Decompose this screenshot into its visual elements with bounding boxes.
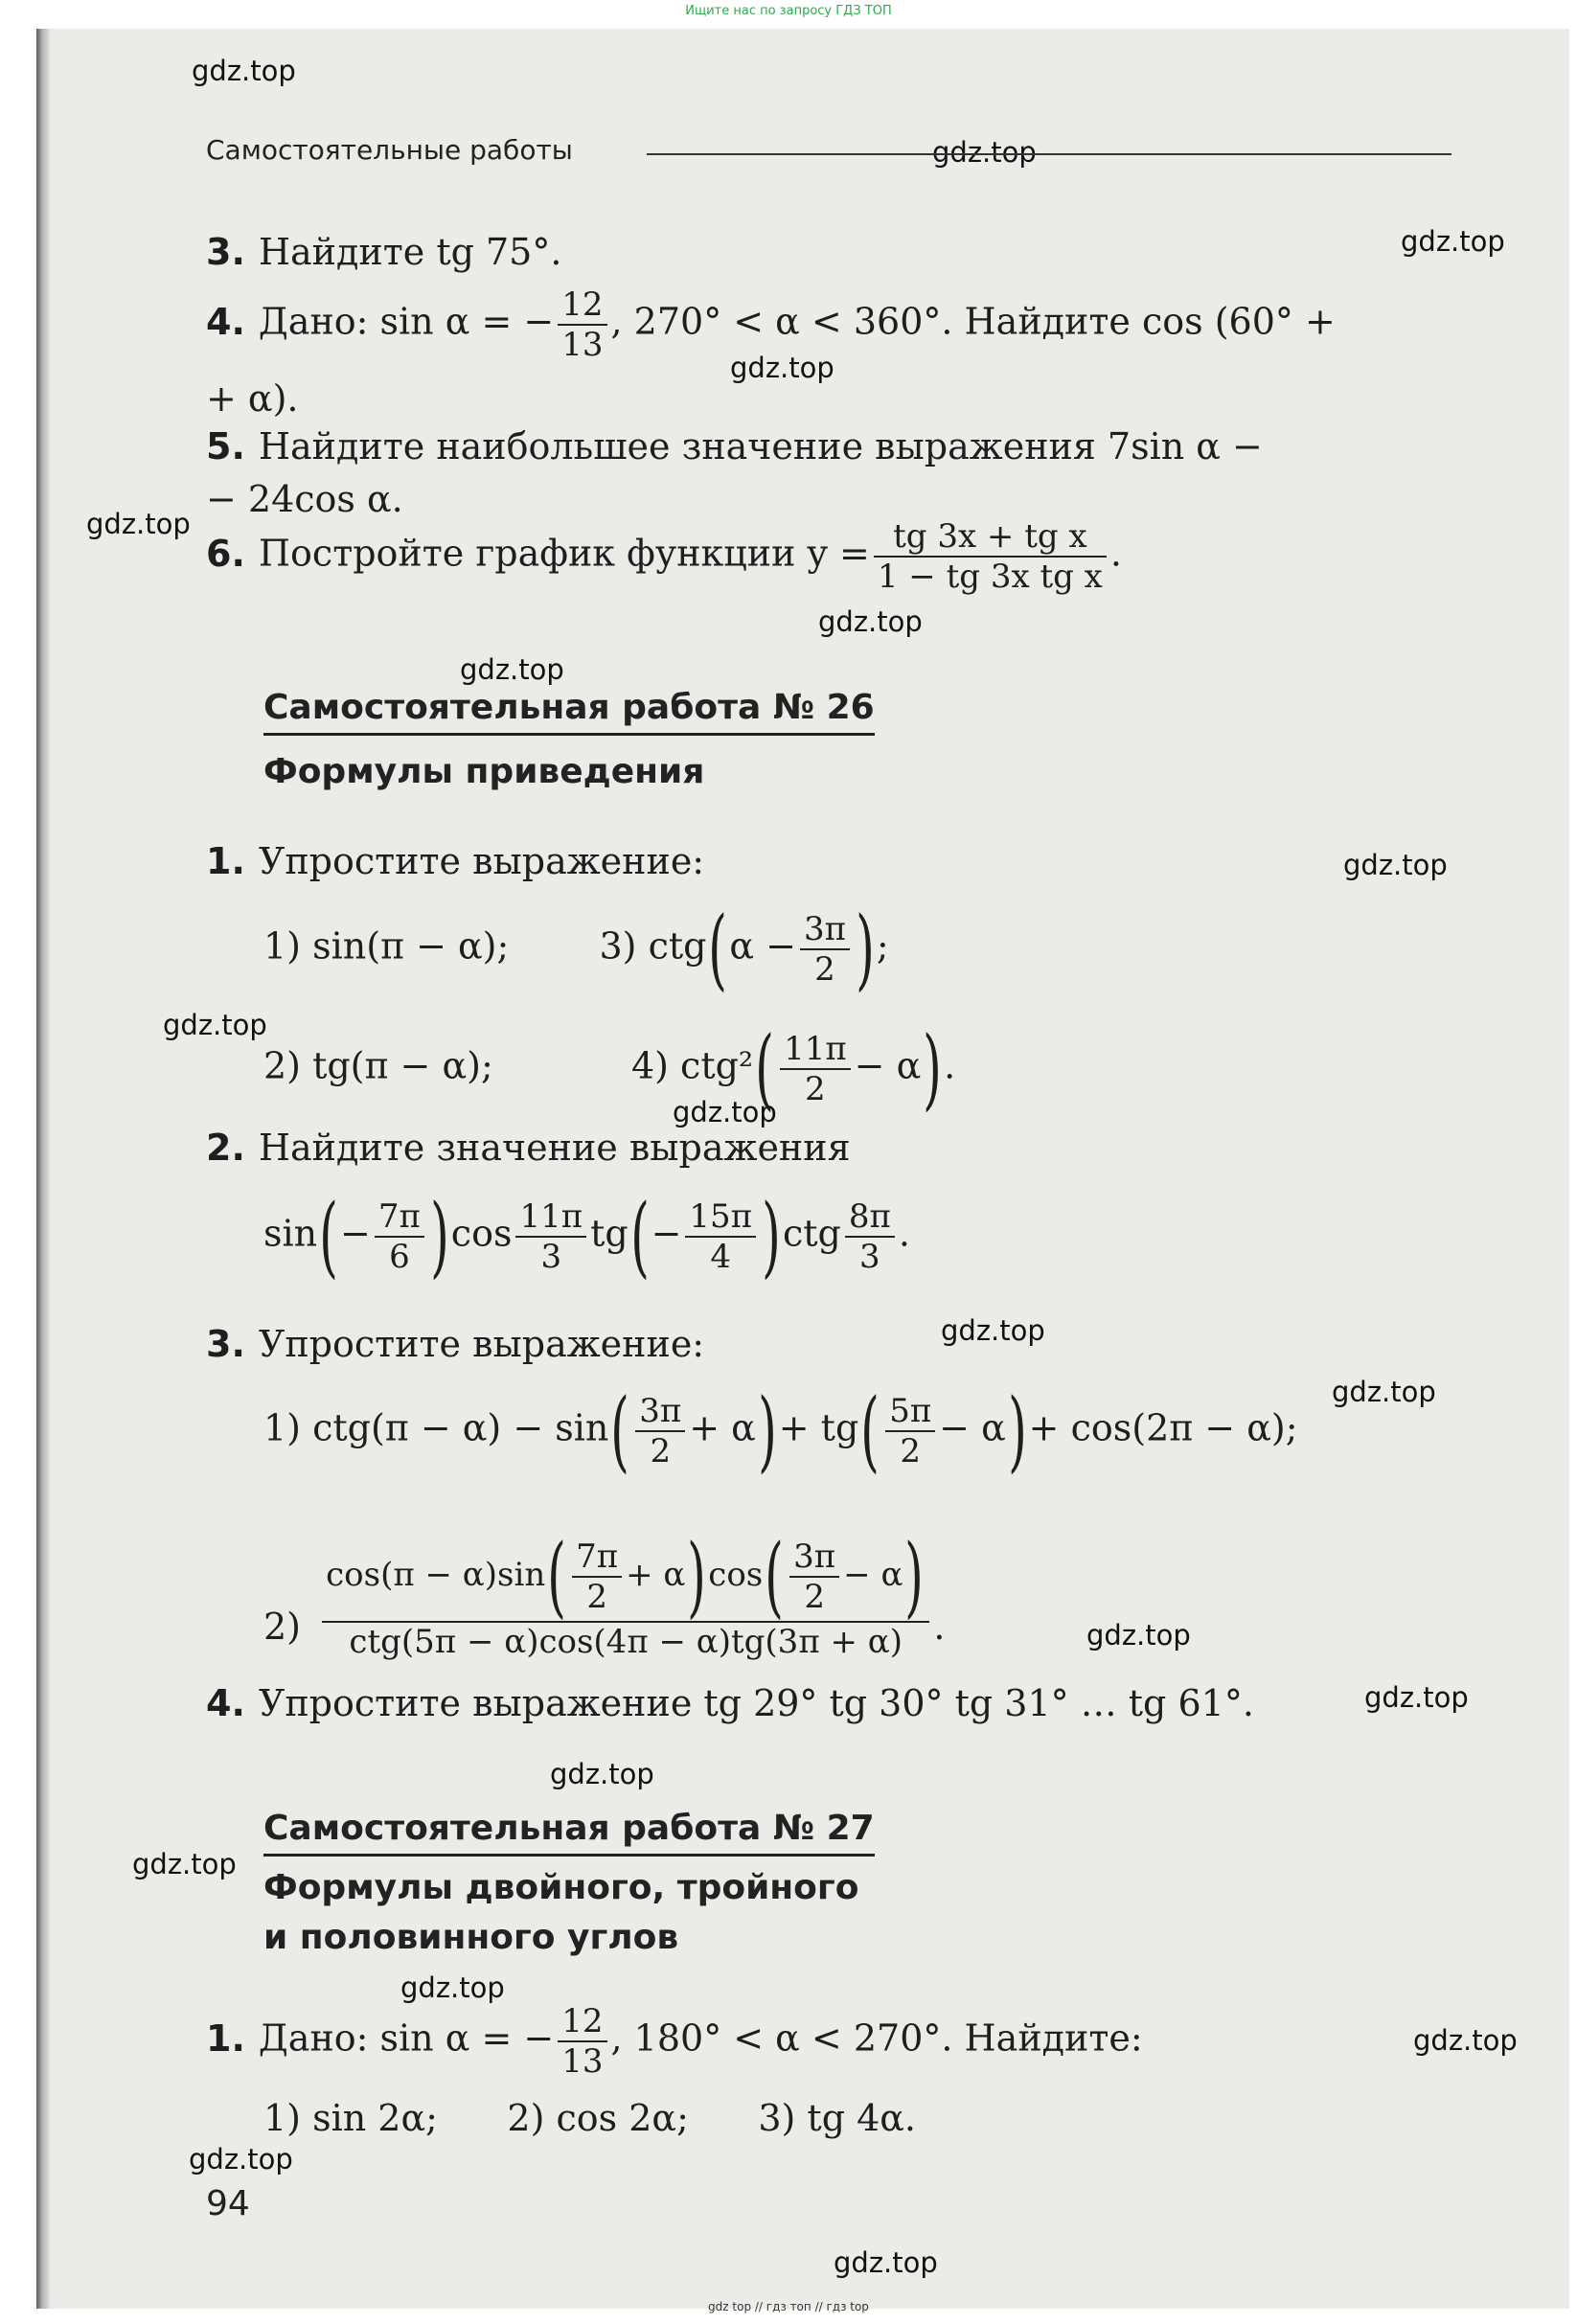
watermark: gdz.top	[189, 2143, 293, 2176]
watermark: gdz.top	[818, 605, 923, 638]
s26-q1-row1: 1) sin(π − α); 3) ctg(α − $\frac{3\pi}{2}$ );	[263, 898, 889, 1000]
s26-question-4: 4. Упростите выражение tg 29° tg 30° tg 31° … tg 61°.	[206, 1682, 1254, 1724]
watermark: gdz.top	[460, 653, 564, 686]
watermark: gdz.top	[941, 1314, 1045, 1347]
problem-4	[206, 285, 1336, 364]
page-binding-edge	[36, 29, 50, 2309]
problem-number: 6.	[206, 532, 245, 575]
section-26-title: Самостоятельная работа № 26	[263, 688, 875, 736]
s27-q1-items: 1) sin 2α; 2) cos 2α; 3) tg 4α.	[263, 2097, 917, 2139]
watermark: gdz.top	[1413, 2024, 1518, 2057]
problem-number: 3.	[206, 231, 245, 273]
watermark: gdz.top	[834, 2246, 938, 2279]
watermark: gdz.top	[932, 136, 1037, 169]
s26-q3-item-1: 1) ctg(π − α) − sin( $\frac{3\pi}{2}$ + α)+ tg( $\frac{5\pi}{2}$ − α)+ cos(2π − α);	[263, 1379, 1298, 1482]
s26-question-2: 2. Найдите значение выражения	[206, 1127, 851, 1169]
watermark: gdz.top	[1332, 1376, 1436, 1408]
watermark: gdz.top	[1086, 1619, 1191, 1652]
watermark: gdz.top	[1401, 225, 1505, 258]
problem-text: Найдите tg 75°.	[258, 231, 562, 273]
watermark: gdz.top	[132, 1848, 237, 1880]
problem-text: , 270° < α < 360°. Найдите cos (60° +	[610, 300, 1336, 343]
problem-5	[206, 424, 1263, 468]
problem-3	[206, 230, 561, 274]
watermark: gdz.top	[730, 352, 834, 384]
problem-number: 4.	[206, 300, 245, 343]
running-header	[206, 134, 1451, 172]
watermark: gdz.top	[163, 1009, 267, 1041]
s27-question-1: 1. Дано: sin α = − $\frac{12}{13}$ , 180° < α < 270°. Найдите:	[206, 2002, 1143, 2081]
section-27-title: Самостоятельная работа № 27	[263, 1809, 875, 1857]
item-2: 2) tg(π − α);	[263, 1044, 493, 1087]
watermark: gdz.top	[400, 1971, 505, 2004]
page-number: 94	[206, 2184, 250, 2223]
item-1: 1) sin(π − α);	[263, 924, 510, 968]
problem-5-cont: − 24cos α.	[206, 478, 403, 520]
s26-q2-expression: sin(− $\frac{7\pi}{6}$ )cos $\frac{11\pi}{3}$ tg(− $\frac{15\pi}{4}$ )ctg $\frac{8\pi}{3}$ .	[263, 1185, 910, 1287]
section-27-subtitle-2: и половинного углов	[263, 1918, 679, 1957]
problem-number: 5.	[206, 425, 245, 467]
s26-q1-row2: 2) tg(π − α); 4) ctg²( $\frac{11\pi}{2}$ − α).	[263, 1017, 956, 1120]
watermark: gdz.top	[550, 1758, 654, 1790]
watermark: gdz.top	[1343, 849, 1448, 881]
watermark: gdz.top	[192, 55, 296, 87]
s26-q3-item-2: 2) cos(π − α)sin( $\frac{7\pi}{2}$ + α)cos( $\frac{3\pi}{2}$ − α) ctg(5π − α)cos(4π − α)tg(3π + α) .	[263, 1525, 946, 1661]
top-banner[interactable]: Ищите нас по запросу ГДЗ ТОП	[685, 4, 892, 18]
section-27-subtitle-1: Формулы двойного, тройного	[263, 1868, 859, 1907]
fraction: $\frac{12}{13}$	[558, 285, 606, 364]
watermark: gdz.top	[1364, 1681, 1469, 1714]
header-rule	[647, 153, 1451, 155]
problem-6: 6. Постройте график функции y = $\frac{\text{tg 3x + tg x}}{\text{1 − tg 3x tg x}}$ .	[206, 517, 1122, 596]
watermark: gdz.top	[673, 1096, 777, 1128]
s26-question-1: 1. Упростите выражение:	[206, 840, 705, 882]
item-4: 4) ctg²	[630, 1044, 754, 1087]
bottom-banner[interactable]: gdz top // гдз топ // гдз top	[708, 2300, 869, 2313]
watermark: gdz.top	[86, 508, 191, 540]
problem-text: Дано: sin α = −	[258, 300, 555, 343]
fraction: $\frac{\text{tg 3x + tg x}}{\text{1 − tg 3x tg x}}$	[874, 517, 1107, 596]
running-header-text: Самостоятельные работы	[206, 134, 573, 166]
problem-4-cont: + α).	[206, 377, 299, 420]
section-26-subtitle: Формулы приведения	[263, 752, 705, 791]
item-3: 3) ctg	[599, 924, 707, 968]
problem-text: Найдите наибольшее значение выражения 7sin α −	[258, 425, 1263, 467]
problem-text: Постройте график функции y =	[258, 532, 870, 575]
s26-question-3: 3. Упростите выражение:	[206, 1323, 705, 1365]
